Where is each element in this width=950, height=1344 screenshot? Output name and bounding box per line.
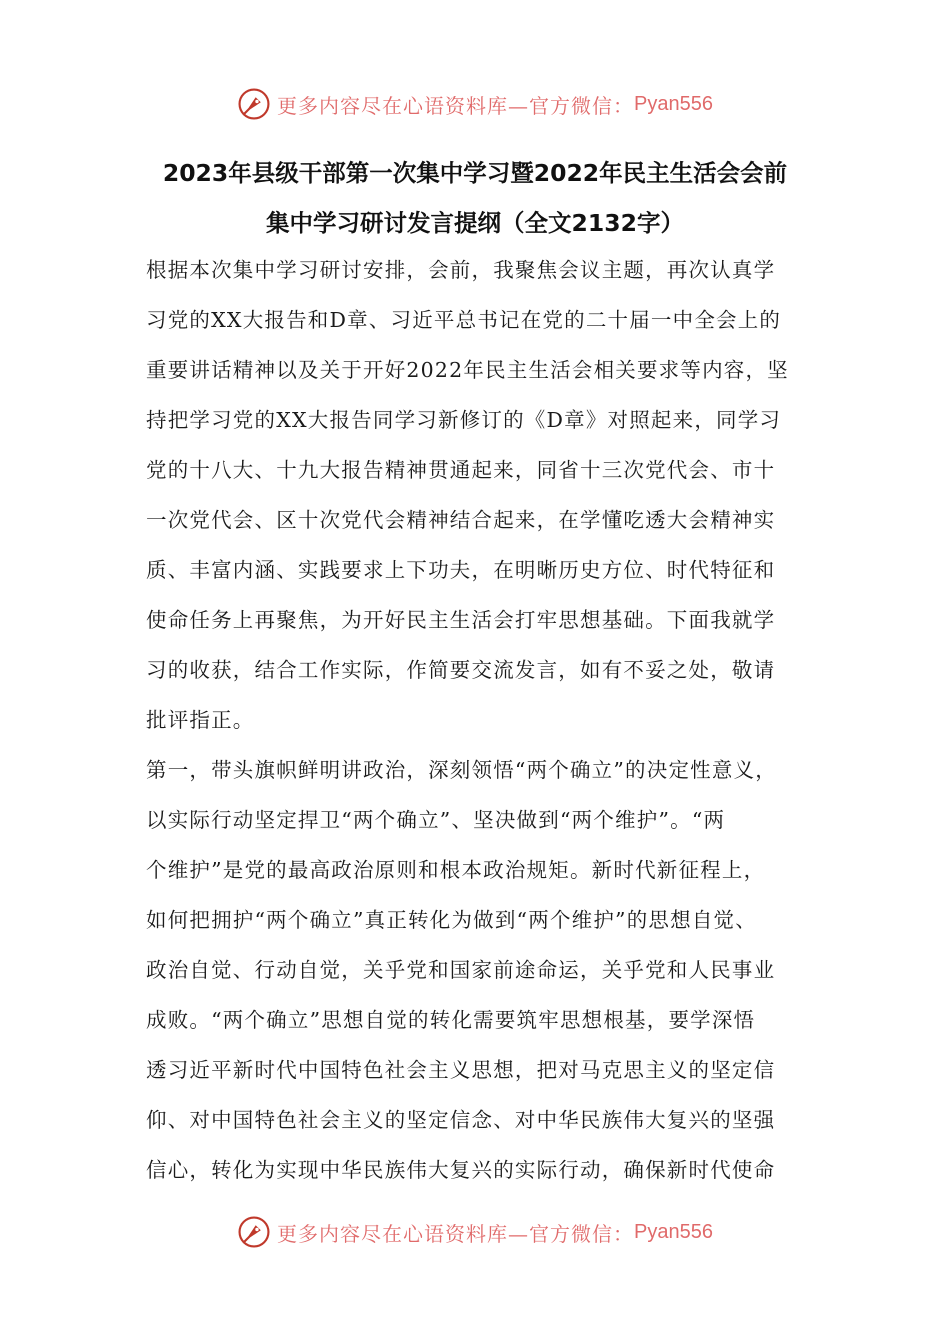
title-line-1: 2023年县级干部第一次集中学习暨2022年民主生活会会前 <box>162 159 788 187</box>
body-line: 批评指正。 <box>146 708 255 732</box>
title-line-2: 集中学习研讨发言提纲（全文2132字） <box>266 209 684 237</box>
body-line: 仰、对中国特色社会主义的坚定信念、对中华民族伟大复兴的坚强 <box>146 1108 776 1132</box>
document-body <box>146 245 826 1195</box>
body-line: 成败。“两个确立”思想自觉的转化需要筑牢思想根基，要学深悟 <box>146 1008 756 1032</box>
watermark-wechat-id: Pyan556 <box>634 1220 713 1243</box>
body-line: 重要讲话精神以及关于开好2022年民主生活会相关要求等内容，坚 <box>146 358 789 382</box>
body-line: 根据本次集中学习研讨安排，会前，我聚焦会议主题，再次认真学 <box>146 258 776 282</box>
watermark-text: 更多内容尽在心语资料库—官方微信： <box>277 1221 635 1246</box>
pen-nib-logo-icon <box>237 1215 271 1249</box>
body-line: 质、丰富内涵、实践要求上下功夫，在明晰历史方位、时代特征和 <box>146 558 776 582</box>
body-line: 党的十八大、十九大报告精神贯通起来，同省十三次党代会、市十 <box>146 458 776 482</box>
body-line: 信心，转化为实现中华民族伟大复兴的实际行动，确保新时代使命 <box>146 1158 776 1182</box>
body-line: 第一，带头旗帜鲜明讲政治，深刻领悟“两个确立”的决定性意义， <box>146 758 777 782</box>
body-line: 持把学习党的XX大报告同学习新修订的《D章》对照起来，同学习 <box>146 408 782 432</box>
body-line: 习党的XX大报告和D章、习近平总书记在党的二十届一中全会上的 <box>146 308 782 332</box>
document-title <box>100 148 850 248</box>
body-line: 一次党代会、区十次党代会精神结合起来，在学懂吃透大会精神实 <box>146 508 776 532</box>
watermark-header <box>0 84 950 124</box>
body-line: 使命任务上再聚焦，为开好民主生活会打牢思想基础。下面我就学 <box>146 608 776 632</box>
body-line: 透习近平新时代中国特色社会主义思想，把对马克思主义的坚定信 <box>146 1058 776 1082</box>
body-line: 个维护”是党的最高政治原则和根本政治规矩。新时代新征程上， <box>146 858 766 882</box>
watermark-wechat-id: Pyan556 <box>634 92 713 115</box>
watermark-text: 更多内容尽在心语资料库—官方微信： <box>277 93 635 118</box>
pen-nib-logo-icon <box>237 87 271 121</box>
body-line: 政治自觉、行动自觉，关乎党和国家前途命运，关乎党和人民事业 <box>146 958 776 982</box>
body-line: 如何把拥护“两个确立”真正转化为做到“两个维护”的思想自觉、 <box>146 908 757 932</box>
watermark-footer <box>0 1212 950 1252</box>
body-line: 以实际行动坚定捍卫“两个确立”、坚决做到“两个维护”。“两 <box>146 808 726 832</box>
body-line: 习的收获，结合工作实际，作简要交流发言，如有不妥之处，敬请 <box>146 658 776 682</box>
